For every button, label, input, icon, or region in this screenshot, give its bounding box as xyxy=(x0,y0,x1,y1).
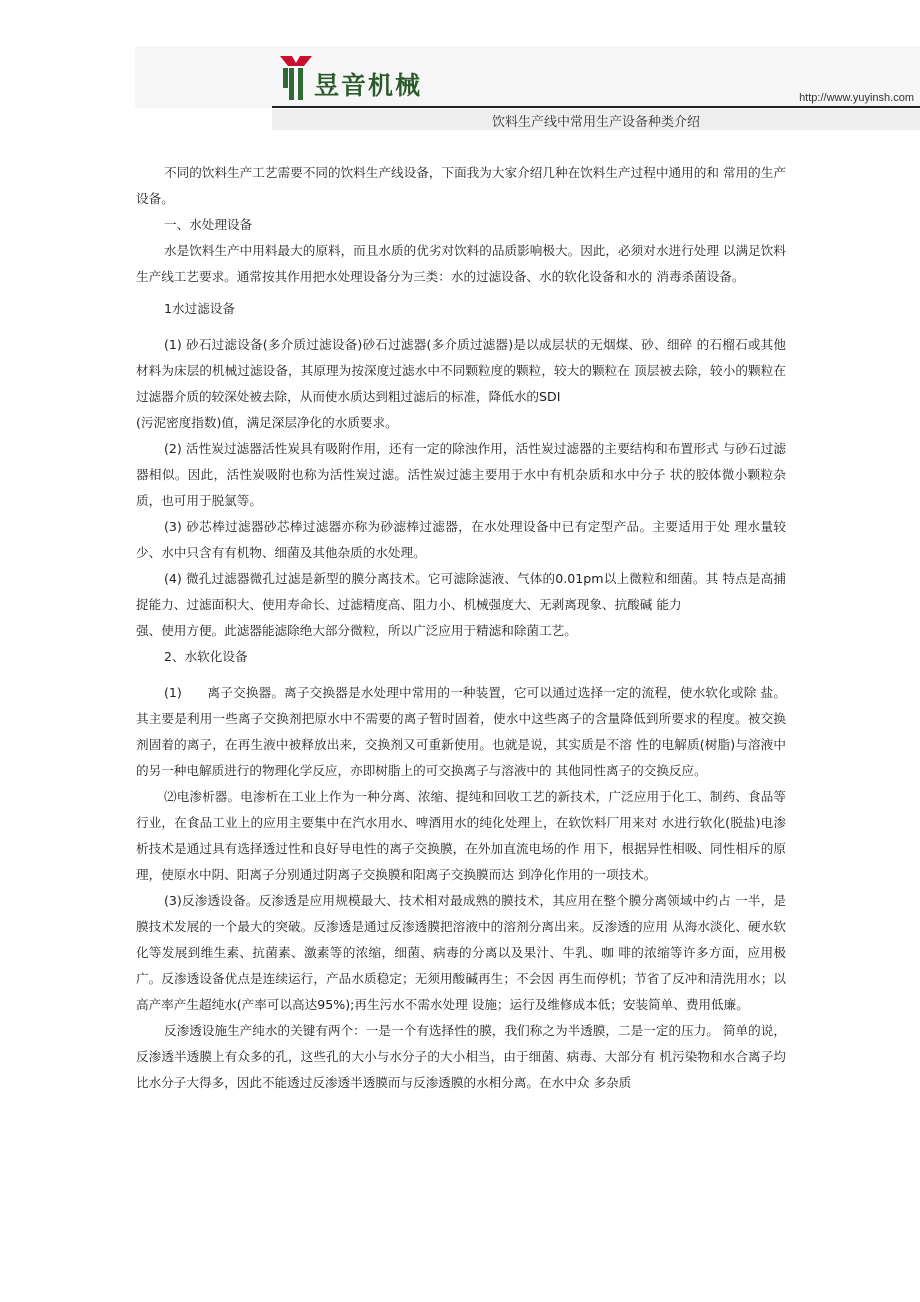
paragraph: ⑵电渗析器。电渗析在工业上作为一种分离、浓缩、提纯和回收工艺的新技术，广泛应用于化工、制药、食品等行业，在食品工业上的应用主要集中在汽水用水、啤酒用水的纯化处理上，在软饮料厂用来对 水进行软化(脱盐)电渗析技术是通过具有选择透过性和良好导电性的离子交换膜，在外加直流电场的作 用下，根据异性相吸、同性相斥的原理，使原水中阴、阳离子分别通过阴离子交换膜和阳离子交换膜而达 到净化作用的一项技术。 xyxy=(136,789,786,882)
paragraph: (3) 砂芯棒过滤器砂芯棒过滤器亦称为砂滤棒过滤器，在水处理设备中已有定型产品。主要适用于处 理水量较少、水中只含有有机物、细菌及其他杂质的水处理。 xyxy=(136,519,786,560)
site-url[interactable]: http://www.yuyinsh.com xyxy=(799,92,914,104)
paragraph: (3)反渗透设备。反渗透是应用规模最大、技术相对最成熟的膜技术，其应用在整个膜分离领域中约占 一半，是膜技术发展的一个最大的突破。反渗透是通过反渗透膜把溶液中的溶剂分离出来。反渗透的应用 从海水淡化、硬水软化等发展到维生素、抗菌素、激素等的浓缩，细菌、病毒的分离以及果汁、牛乳、咖 啡的浓缩等许多方面，应用极广。反渗透设备优点是连续运行，产品水质稳定；无须用酸碱再生；不会因 再生而停机；节省了反冲和清洗用水；以高产率产生超纯水(产率可以高达95%);再生污水不需水处理 设施；运行及维修成本低；安装简单、费用低廉。 xyxy=(136,893,786,1012)
subsection-heading: 2、水软化设备 xyxy=(164,649,248,664)
subsection-heading: 1水过滤设备 xyxy=(164,301,235,316)
paragraph: (4) 微孔过滤器微孔过滤是新型的膜分离技术。它可滤除滤液、气体的0.01pm以上微粒和细菌。其 特点是高捕捉能力、过滤面积大、使用寿命长、过滤精度高、阻力小、机械强度大、无剥离现象、抗酸碱 能力 xyxy=(136,571,786,612)
paragraph: 不同的饮料生产工艺需要不同的饮料生产线设备，下面我为大家介绍几种在饮料生产过程中通用的和 常用的生产设备。 xyxy=(136,165,786,206)
logo-text: 昱音机械 xyxy=(314,71,423,100)
paragraph-continuation: 强、使用方便。此滤器能滤除绝大部分微粒，所以广泛应用于精滤和除菌工艺。 xyxy=(136,623,577,638)
page-title: 饮料生产线中常用生产设备种类介绍 xyxy=(491,115,700,130)
header-divider xyxy=(272,106,920,108)
article-body xyxy=(136,160,786,1096)
company-logo[interactable] xyxy=(278,54,478,102)
paragraph: (1) 离子交换器。离子交换器是水处理中常用的一种装置，它可以通过选择一定的流程，使水软化或除 盐。其主要是利用一些离子交换剂把原水中不需要的离子暂时固着，使水中这些离子的含量降低到所要求的程度。被交换剂固着的离子，在再生液中被释放出来，交换剂又可重新使用。也就是说，其实质是不溶 性的电解质(树脂)与溶液中的另一种电解质进行的物理化学反应，亦即树脂上的可交换离子与溶液中的 其他同性离子的交换反应。 xyxy=(136,685,786,778)
paragraph-continuation: (污泥密度指数)值，满足深层净化的水质要求。 xyxy=(136,415,398,430)
paragraph: 反渗透设施生产纯水的关键有两个：一是一个有选择性的膜，我们称之为半透膜，二是一定的压力。 简单的说，反渗透半透膜上有众多的孔，这些孔的大小与水分子的大小相当，由于细菌、病毒、大部分有 机污染物和水合离子均比水分子大得多，因此不能透过反渗透半透膜而与反渗透膜的水相分离。在水中众 多杂质 xyxy=(136,1023,786,1090)
paragraph: (1) 砂石过滤设备(多介质过滤设备)砂石过滤器(多介质过滤器)是以成层状的无烟煤、砂、细碎 的石榴石或其他材料为床层的机械过滤设备，其原理为按深度过滤水中不同颗粒度的颗粒，较大的颗粒在 顶层被去除，较小的颗粒在过滤器介质的较深处被去除，从而使水质达到粗过滤后的标准，降低水的SDI xyxy=(136,337,786,404)
paragraph: 水是饮料生产中用料最大的原料，而且水质的优劣对饮料的品质影响极大。因此，必须对水进行处理 以满足饮料生产线工艺要求。通常按其作用把水处理设备分为三类：水的过滤设备、水的软化设备和水的 消毒杀菌设备。 xyxy=(136,243,786,284)
logo-mark-icon xyxy=(278,54,314,102)
section-heading: 一、水处理设备 xyxy=(164,217,253,232)
paragraph: (2) 活性炭过滤器活性炭具有吸附作用，还有一定的除浊作用，活性炭过滤器的主要结构和布置形式 与砂石过滤器相似。因此，活性炭吸附也称为活性炭过滤。活性炭过滤主要用于水中有机杂质和水中分子 状的胶体微小颗粒杂质，也可用于脱氯等。 xyxy=(136,441,786,508)
subtitle-bar xyxy=(272,109,920,130)
